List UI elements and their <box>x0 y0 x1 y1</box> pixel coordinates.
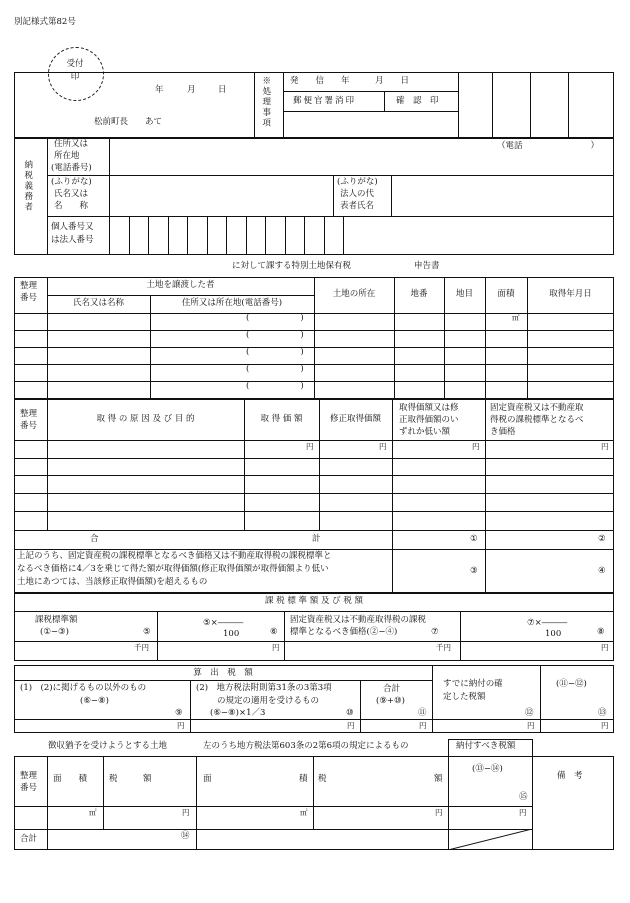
s5-payable: 納付すべき税額 <box>456 741 516 751</box>
s4-yen-10: 円 <box>347 721 355 730</box>
s4-n13: ⑬ <box>598 708 607 718</box>
s5-remarks: 備 考 <box>557 771 583 781</box>
id-label-2: は法人番号 <box>51 235 94 245</box>
s4-n9: ⑨ <box>175 708 183 718</box>
t1-name: 氏名又は名称 <box>72 298 124 308</box>
dispatch-date: 発 信 年 月 日 <box>290 76 410 86</box>
s5-no-1: 整理 <box>20 771 38 781</box>
t2-fixed-2: 得税の課税標準となるべ <box>490 415 584 425</box>
id-cell-divider <box>304 216 305 255</box>
s3-n6: ⑥ <box>270 627 278 637</box>
processing-label: ※処理事項 <box>260 76 271 129</box>
id-cell-divider <box>129 216 130 255</box>
t2-lower-3: ずれか低い額 <box>399 427 451 437</box>
rep-furigana-label: (ふりがな) <box>337 177 378 187</box>
s4-col1-1: (1) (2)に掲げるもの以外のもの <box>20 683 147 693</box>
s3-n8: ⑧ <box>597 627 605 637</box>
s5-yen2: 円 <box>435 808 443 817</box>
title-suffix: 申告書 <box>414 261 440 271</box>
s5-area2: 面 <box>203 774 212 784</box>
s5-tax2: 税 <box>318 774 327 784</box>
address-label-3: (電話番号) <box>51 163 92 173</box>
t2-yen-corrected: 円 <box>379 442 387 451</box>
s3-f8-top: ⑦×――― <box>527 618 568 628</box>
s5-tax2b: 額 <box>434 774 443 784</box>
s5-area: 面 積 <box>53 774 88 784</box>
t2-total-right: 計 <box>312 534 321 544</box>
t2-n1: ① <box>470 534 478 544</box>
t2-note-2: なるべき価格に4／3を乗じて得た額が取得価額(修正取得価額が取得価額より低い <box>17 564 329 574</box>
s3-yen-8: 円 <box>601 643 609 652</box>
stamp-text-1: 受付 <box>66 59 84 69</box>
t1-address: 住所又は所在地(電話番号) <box>181 298 283 308</box>
s5-yen3: 円 <box>519 808 527 817</box>
id-cell-divider <box>226 216 227 255</box>
s4-n10: ⑩ <box>346 708 354 718</box>
s5-rule: 左のうち地方税法第603条の2第6項の規定によるもの <box>203 741 409 751</box>
s5-sqm2: ㎡ <box>300 808 308 817</box>
s3-thousand-yen-7: 千円 <box>436 643 451 652</box>
t2-yen-fixed: 円 <box>601 442 609 451</box>
s4-n12: ⑫ <box>525 708 534 718</box>
s5-no-2: 番号 <box>20 783 38 793</box>
name-label-2: 名 称 <box>54 201 89 211</box>
t2-no-1: 整理 <box>20 409 38 419</box>
s4-calc: 算 出 税 額 <box>193 668 253 678</box>
phone-field: （電話 ） <box>497 141 600 151</box>
s5-formula: (⑬−⑭) <box>472 764 503 774</box>
id-label-1: 個人番号又 <box>51 222 94 232</box>
t1-phone-paren: ( ) <box>246 381 304 391</box>
s4-yen-12: 円 <box>527 721 535 730</box>
id-cell-divider <box>265 216 266 255</box>
t1-phone-paren: ( ) <box>246 313 304 323</box>
t1-phone-paren: ( ) <box>246 347 304 357</box>
s3-fixed-1: 固定資産税又は不動産取得税の課税 <box>290 615 427 625</box>
t2-corrected: 修正取得価額 <box>329 414 381 424</box>
postmark-label: 郵便官署消印 <box>293 96 357 106</box>
date-year: 年 <box>155 85 164 95</box>
s4-col2-3: (⑥−⑧)×1／3 <box>210 708 266 718</box>
s3-std-2: (①−③) <box>40 627 69 637</box>
rep-label-1: 法人の代 <box>340 189 375 199</box>
date-month: 月 <box>187 85 196 95</box>
t1-no-1: 整理 <box>20 281 38 291</box>
form-number: 別記様式第82号 <box>14 17 76 27</box>
address-label-2: 所在地 <box>54 151 80 161</box>
t1-transferor: 土地を譲渡した者 <box>146 280 215 290</box>
t2-no-2: 番号 <box>20 421 38 431</box>
s3-thousand-yen: 千円 <box>134 643 149 652</box>
id-cell-divider <box>246 216 247 255</box>
s4-col2-1: (2) 地方税法附則第31条の3第3項 <box>196 683 332 693</box>
t1-no-2: 番号 <box>20 293 38 303</box>
s5-n14: ⑭ <box>181 831 190 841</box>
t1-lot: 地番 <box>410 289 428 299</box>
s3-f6-bot: 100 <box>223 629 240 639</box>
title-prefix: に対して課する特別土地保有税 <box>232 261 352 271</box>
date-day: 日 <box>218 85 227 95</box>
addressee: 松前町長 あて <box>94 117 163 127</box>
s5-sqm: ㎡ <box>89 808 97 817</box>
s3-n5: ⑤ <box>143 627 151 637</box>
furigana-label: (ふりがな) <box>51 177 92 187</box>
t2-fixed-3: き価格 <box>490 427 516 437</box>
s4-col2-2: の規定の適用を受けるもの <box>217 696 320 706</box>
t2-lower-2: 正取得価額のい <box>399 415 459 425</box>
s4-col3-2: (⑨+⑩) <box>376 696 405 706</box>
s5-yen: 円 <box>182 808 190 817</box>
t2-note-3: 土地にあつては、当該修正取得価額)を超えるもの <box>17 577 208 587</box>
id-cell-divider <box>148 216 149 255</box>
t2-fixed-1: 固定資産税又は不動産取 <box>490 403 584 413</box>
s4-col3-1: 合計 <box>383 684 401 694</box>
s3-f6-top: ⑤×――― <box>203 618 244 628</box>
t1-location: 土地の所在 <box>332 289 376 299</box>
s4-paid-2: 定した税額 <box>443 692 486 702</box>
slash-cell <box>448 829 532 850</box>
address-label-1: 住所又は <box>54 139 89 149</box>
s4-yen-9: 円 <box>177 721 185 730</box>
id-cell-divider <box>187 216 188 255</box>
stamp-text-2: 印 <box>70 72 80 82</box>
t1-sqm-unit: ㎡ <box>512 313 520 322</box>
id-cell-divider <box>324 216 325 255</box>
t2-n3: ③ <box>470 566 478 576</box>
rep-label-2: 表者氏名 <box>340 201 375 211</box>
s3-fixed-2: 標準となるべき価格(②−④) <box>290 627 398 637</box>
s5-total: 合計 <box>20 834 38 844</box>
s4-n11: ⑪ <box>418 708 427 718</box>
id-cell-divider <box>207 216 208 255</box>
s4-paid-1: すでに納付の確 <box>443 679 503 689</box>
confirm-label: 確 認 印 <box>396 96 439 106</box>
s4-diff: (⑪−⑫) <box>556 679 587 689</box>
t1-phone-paren: ( ) <box>246 364 304 374</box>
t2-n4: ④ <box>598 566 606 576</box>
t1-area: 面積 <box>497 289 515 299</box>
s5-tax: 税 額 <box>109 774 152 784</box>
t2-yen-price: 円 <box>306 442 314 451</box>
t2-yen-lower: 円 <box>472 442 480 451</box>
t2-n2: ② <box>598 534 606 544</box>
s3-std-1: 課税標準額 <box>35 615 78 625</box>
s3-f8-bot: 100 <box>545 629 562 639</box>
t2-lower-1: 取得価額又は修 <box>399 403 459 413</box>
s4-yen-13: 円 <box>601 721 609 730</box>
t2-reason: 取 得 の 原 因 及 び 目 的 <box>96 414 195 424</box>
t1-category: 地目 <box>455 289 473 299</box>
s3-title: 課 税 標 準 額 及 び 税 額 <box>264 596 364 606</box>
t2-price: 取 得 価 額 <box>260 414 303 424</box>
t1-acq-date: 取得年月日 <box>549 289 592 299</box>
s4-col1-2: (⑥−⑧) <box>80 696 109 706</box>
t2-total-left: 合 <box>90 534 99 544</box>
s3-yen-6: 円 <box>272 643 280 652</box>
s3-n7: ⑦ <box>431 627 439 637</box>
t2-note-1: 上記のうち、固定資産税の課税標準となるべき価格又は不動産取得税の課税標準と <box>17 551 332 561</box>
s5-n15: ⑮ <box>519 792 528 802</box>
id-cell-divider <box>285 216 286 255</box>
s5-area2b: 積 <box>299 774 308 784</box>
name-label-1: 氏名又は <box>54 189 89 199</box>
id-cell-divider <box>168 216 169 255</box>
t1-phone-paren: ( ) <box>246 330 304 340</box>
s4-yen-11: 円 <box>419 721 427 730</box>
taxpayer-box <box>14 138 614 255</box>
taxpayer-label: 納税義務者 <box>22 160 33 213</box>
s5-grace: 徴収猶予を受けようとする土地 <box>48 741 168 751</box>
id-cell-end <box>343 216 344 255</box>
